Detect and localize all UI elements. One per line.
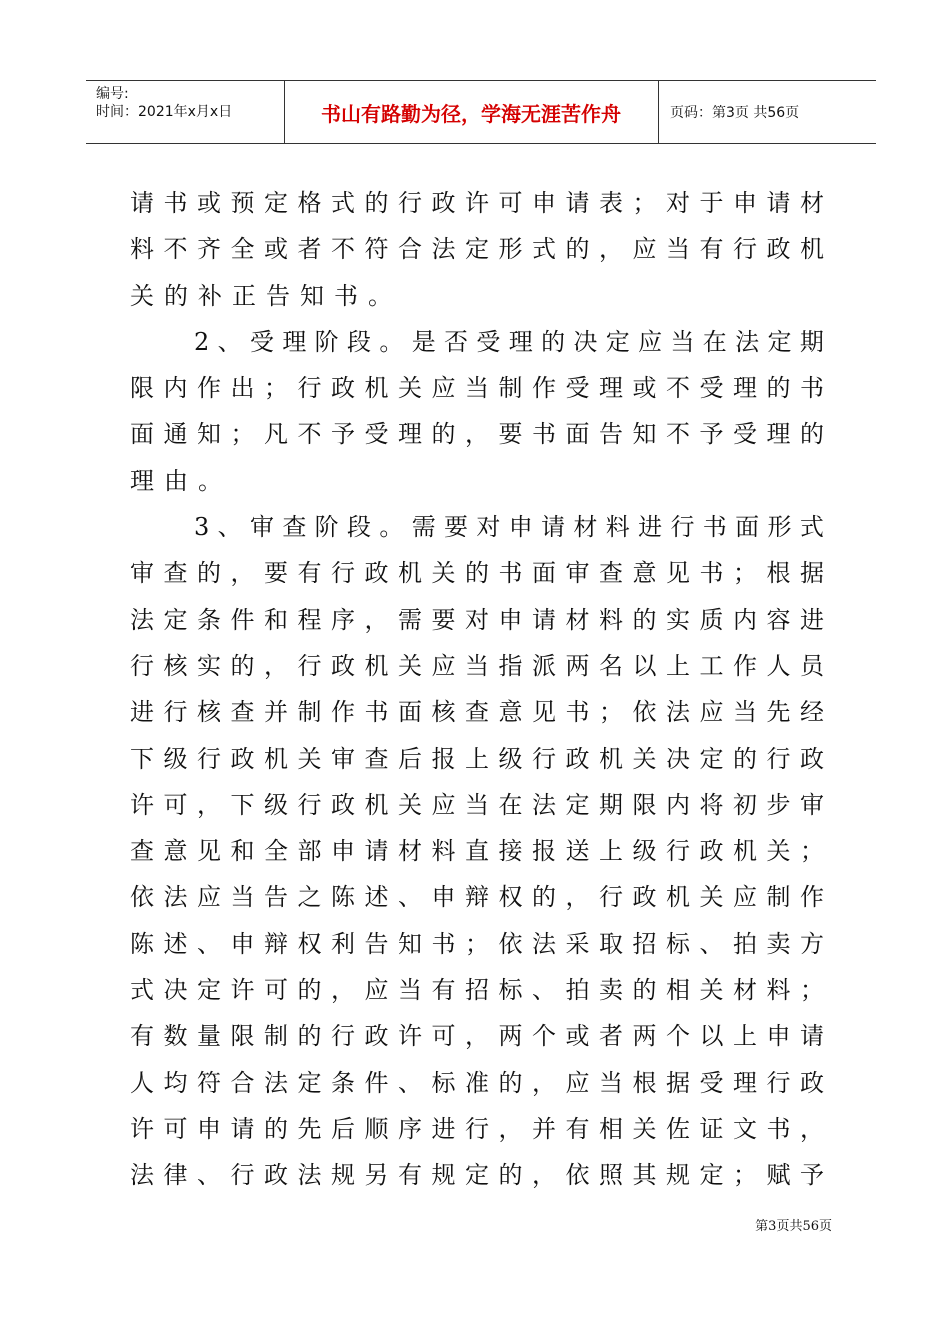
text-line: 审 查 的 ， 要 有 行 政 机 关 的 书 面 审 查 意 见 书 ； 根 据	[130, 559, 824, 588]
serial-number-label: 编号:	[96, 86, 129, 102]
text-line: 理由。	[130, 466, 232, 495]
text-line: 查 意 见 和 全 部 申 请 材 料 直 接 报 送 上 级 行 政 机 关 ；	[130, 837, 824, 866]
page-footer: 第3页共56页	[755, 1219, 832, 1234]
text-line: 进 行 核 查 并 制 作 书 面 核 查 意 见 书 ； 依 法 应 当 先 经	[130, 698, 824, 727]
text-line: 请 书 或 预 定 格 式 的 行 政 许 可 申 请 表 ； 对 于 申 请 材	[130, 189, 824, 217]
text-line: 人 均 符 合 法 定 条 件 、 标 准 的 ， 应 当 根 据 受 理 行 政	[130, 1068, 824, 1097]
text-line: 3 、 审 查 阶 段 。 需 要 对 申 请 材 料 进 行 书 面 形 式	[194, 513, 824, 542]
text-line: 行 核 实 的 ， 行 政 机 关 应 当 指 派 两 名 以 上 工 作 人 员	[130, 651, 824, 680]
header-page-info: 页码：第3页 共56页	[670, 105, 800, 121]
text-line: 限 内 作 出 ； 行 政 机 关 应 当 制 作 受 理 或 不 受 理 的 书	[130, 374, 824, 403]
header-meta	[96, 85, 284, 121]
text-line: 关的补正告知书。	[130, 281, 402, 310]
text-line: 2 、 受 理 阶 段 。 是 否 受 理 的 决 定 应 当 在 法 定 期	[194, 327, 824, 356]
text-line: 许 可 ， 下 级 行 政 机 关 应 当 在 法 定 期 限 内 将 初 步 审	[130, 790, 824, 819]
text-line: 有 数 量 限 制 的 行 政 许 可 ， 两 个 或 者 两 个 以 上 申 请	[130, 1022, 824, 1051]
page-header	[86, 80, 876, 144]
text-line: 法 律 、 行 政 法 规 另 有 规 定 的 ， 依 照 其 规 定 ； 赋 予	[130, 1161, 824, 1190]
text-line: 面 通 知 ； 凡 不 予 受 理 的 ， 要 书 面 告 知 不 予 受 理 的	[130, 420, 824, 449]
text-line: 陈 述 、 申 辩 权 利 告 知 书 ； 依 法 采 取 招 标 、 拍 卖 方	[130, 929, 824, 958]
header-divider	[658, 81, 659, 143]
text-line: 依 法 应 当 告 之 陈 述 、 申 辩 权 的 ， 行 政 机 关 应 制 作	[130, 883, 824, 912]
time-label: 时间：2021年x月x日	[96, 104, 233, 120]
header-motto: 书山有路勤为径，学海无涯苦作舟	[321, 101, 621, 126]
text-line: 法 定 条 件 和 程 序 ， 需 要 对 申 请 材 料 的 实 质 内 容 进	[130, 605, 824, 634]
document-body	[130, 180, 824, 1199]
text-line: 料 不 齐 全 或 者 不 符 合 法 定 形 式 的 ， 应 当 有 行 政 机	[130, 235, 824, 264]
text-line: 下 级 行 政 机 关 审 查 后 报 上 级 行 政 机 关 决 定 的 行 政	[130, 744, 824, 773]
text-line: 许 可 申 请 的 先 后 顺 序 进 行 ， 并 有 相 关 佐 证 文 书 ，	[130, 1114, 824, 1143]
text-line: 式 决 定 许 可 的 ， 应 当 有 招 标 、 拍 卖 的 相 关 材 料 ；	[130, 976, 824, 1005]
